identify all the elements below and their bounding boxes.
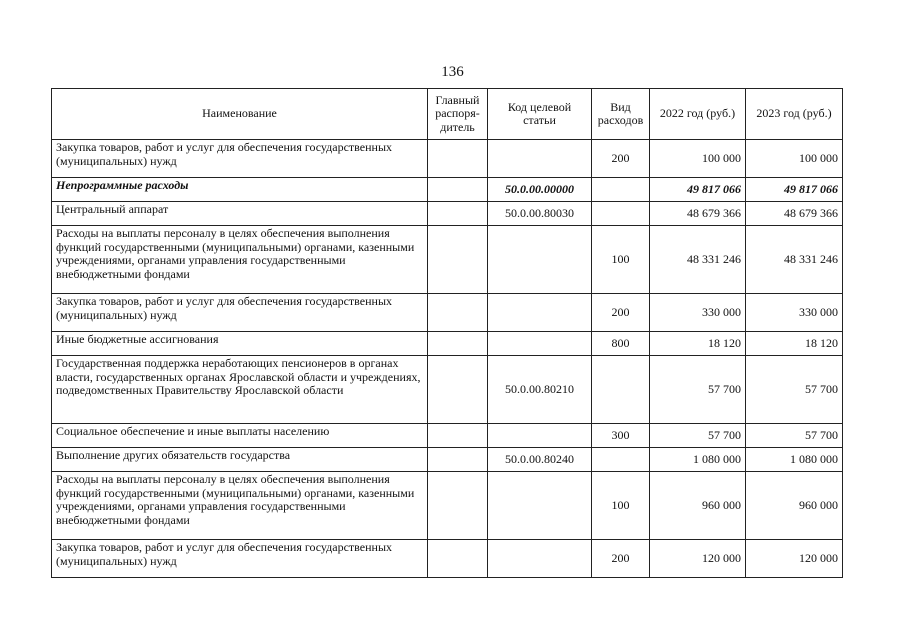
column-header-2023: 2023 год (руб.) bbox=[746, 89, 843, 140]
row-expense-type-cell bbox=[592, 356, 650, 424]
row-name-cell: Центральный аппарат bbox=[52, 202, 428, 226]
row-2023-cell: 48 679 366 bbox=[746, 202, 843, 226]
row-manager-cell bbox=[428, 472, 488, 540]
table-row bbox=[52, 356, 843, 424]
table-row bbox=[52, 448, 843, 472]
table-row bbox=[52, 202, 843, 226]
row-manager-cell bbox=[428, 424, 488, 448]
row-expense-type-cell bbox=[592, 178, 650, 202]
table-row bbox=[52, 178, 843, 202]
row-name-cell: Расходы на выплаты персоналу в целях обеспечения выполнения функций государственными (муниципальными) органами, казенными учреждениями, органами управления государственными внебюджетными фондами bbox=[52, 226, 428, 294]
row-target-code-cell: 50.0.00.80240 bbox=[488, 448, 592, 472]
budget-table bbox=[51, 88, 843, 578]
row-manager-cell bbox=[428, 448, 488, 472]
row-2022-cell: 57 700 bbox=[650, 356, 746, 424]
row-name-cell: Расходы на выплаты персоналу в целях обеспечения выполнения функций государственными (муниципальными) органами, казенными учреждениями, органами управления государственными внебюджетными фондами bbox=[52, 472, 428, 540]
table-row bbox=[52, 140, 843, 178]
table-row bbox=[52, 226, 843, 294]
row-manager-cell bbox=[428, 178, 488, 202]
row-2022-cell: 120 000 bbox=[650, 540, 746, 578]
table-row bbox=[52, 332, 843, 356]
row-2023-cell: 330 000 bbox=[746, 294, 843, 332]
row-2022-cell: 100 000 bbox=[650, 140, 746, 178]
row-2023-cell: 18 120 bbox=[746, 332, 843, 356]
table-row bbox=[52, 540, 843, 578]
row-target-code-cell: 50.0.00.80210 bbox=[488, 356, 592, 424]
row-2022-cell: 1 080 000 bbox=[650, 448, 746, 472]
row-2023-cell: 100 000 bbox=[746, 140, 843, 178]
row-name-cell: Социальное обеспечение и иные выплаты населению bbox=[52, 424, 428, 448]
row-name-cell: Закупка товаров, работ и услуг для обеспечения государственных (муниципальных) нужд bbox=[52, 294, 428, 332]
row-manager-cell bbox=[428, 332, 488, 356]
row-name-cell: Государственная поддержка неработающих пенсионеров в органах власти, государственных органах Ярославской области и учреждениях, подведомственных Правительству Ярославской области bbox=[52, 356, 428, 424]
row-target-code-cell: 50.0.00.80030 bbox=[488, 202, 592, 226]
column-header-name: Наименование bbox=[52, 89, 428, 140]
table-body bbox=[52, 140, 843, 578]
row-2023-cell: 1 080 000 bbox=[746, 448, 843, 472]
row-target-code-cell bbox=[488, 332, 592, 356]
row-2022-cell: 49 817 066 bbox=[650, 178, 746, 202]
row-2023-cell: 120 000 bbox=[746, 540, 843, 578]
row-name-cell: Выполнение других обязательств государства bbox=[52, 448, 428, 472]
column-header-target-code: Код целевой статьи bbox=[488, 89, 592, 140]
table-header-row bbox=[52, 89, 843, 140]
row-2023-cell: 960 000 bbox=[746, 472, 843, 540]
row-2023-cell: 48 331 246 bbox=[746, 226, 843, 294]
column-header-expense-type: Вид расходов bbox=[592, 89, 650, 140]
row-manager-cell bbox=[428, 140, 488, 178]
page-number: 136 bbox=[441, 64, 464, 80]
row-2022-cell: 330 000 bbox=[650, 294, 746, 332]
row-expense-type-cell: 200 bbox=[592, 140, 650, 178]
row-expense-type-cell: 800 bbox=[592, 332, 650, 356]
row-2022-cell: 960 000 bbox=[650, 472, 746, 540]
row-target-code-cell bbox=[488, 424, 592, 448]
row-expense-type-cell: 200 bbox=[592, 294, 650, 332]
row-name-cell: Иные бюджетные ассигнования bbox=[52, 332, 428, 356]
row-manager-cell bbox=[428, 356, 488, 424]
row-expense-type-cell: 300 bbox=[592, 424, 650, 448]
row-2022-cell: 18 120 bbox=[650, 332, 746, 356]
row-manager-cell bbox=[428, 202, 488, 226]
row-2022-cell: 57 700 bbox=[650, 424, 746, 448]
table-row bbox=[52, 294, 843, 332]
table-row bbox=[52, 472, 843, 540]
row-2023-cell: 57 700 bbox=[746, 424, 843, 448]
column-header-manager: Главный распоря-дитель bbox=[428, 89, 488, 140]
row-2023-cell: 49 817 066 bbox=[746, 178, 843, 202]
row-name-cell: Непрограммные расходы bbox=[52, 178, 428, 202]
row-expense-type-cell: 100 bbox=[592, 472, 650, 540]
row-manager-cell bbox=[428, 294, 488, 332]
row-target-code-cell bbox=[488, 472, 592, 540]
row-name-cell: Закупка товаров, работ и услуг для обеспечения государственных (муниципальных) нужд bbox=[52, 540, 428, 578]
row-manager-cell bbox=[428, 540, 488, 578]
row-manager-cell bbox=[428, 226, 488, 294]
row-expense-type-cell bbox=[592, 202, 650, 226]
row-target-code-cell: 50.0.00.00000 bbox=[488, 178, 592, 202]
column-header-2022: 2022 год (руб.) bbox=[650, 89, 746, 140]
row-name-cell: Закупка товаров, работ и услуг для обеспечения государственных (муниципальных) нужд bbox=[52, 140, 428, 178]
table-row bbox=[52, 424, 843, 448]
row-target-code-cell bbox=[488, 226, 592, 294]
row-expense-type-cell bbox=[592, 448, 650, 472]
row-expense-type-cell: 200 bbox=[592, 540, 650, 578]
row-target-code-cell bbox=[488, 540, 592, 578]
row-expense-type-cell: 100 bbox=[592, 226, 650, 294]
row-target-code-cell bbox=[488, 140, 592, 178]
row-2023-cell: 57 700 bbox=[746, 356, 843, 424]
row-2022-cell: 48 331 246 bbox=[650, 226, 746, 294]
row-target-code-cell bbox=[488, 294, 592, 332]
row-2022-cell: 48 679 366 bbox=[650, 202, 746, 226]
